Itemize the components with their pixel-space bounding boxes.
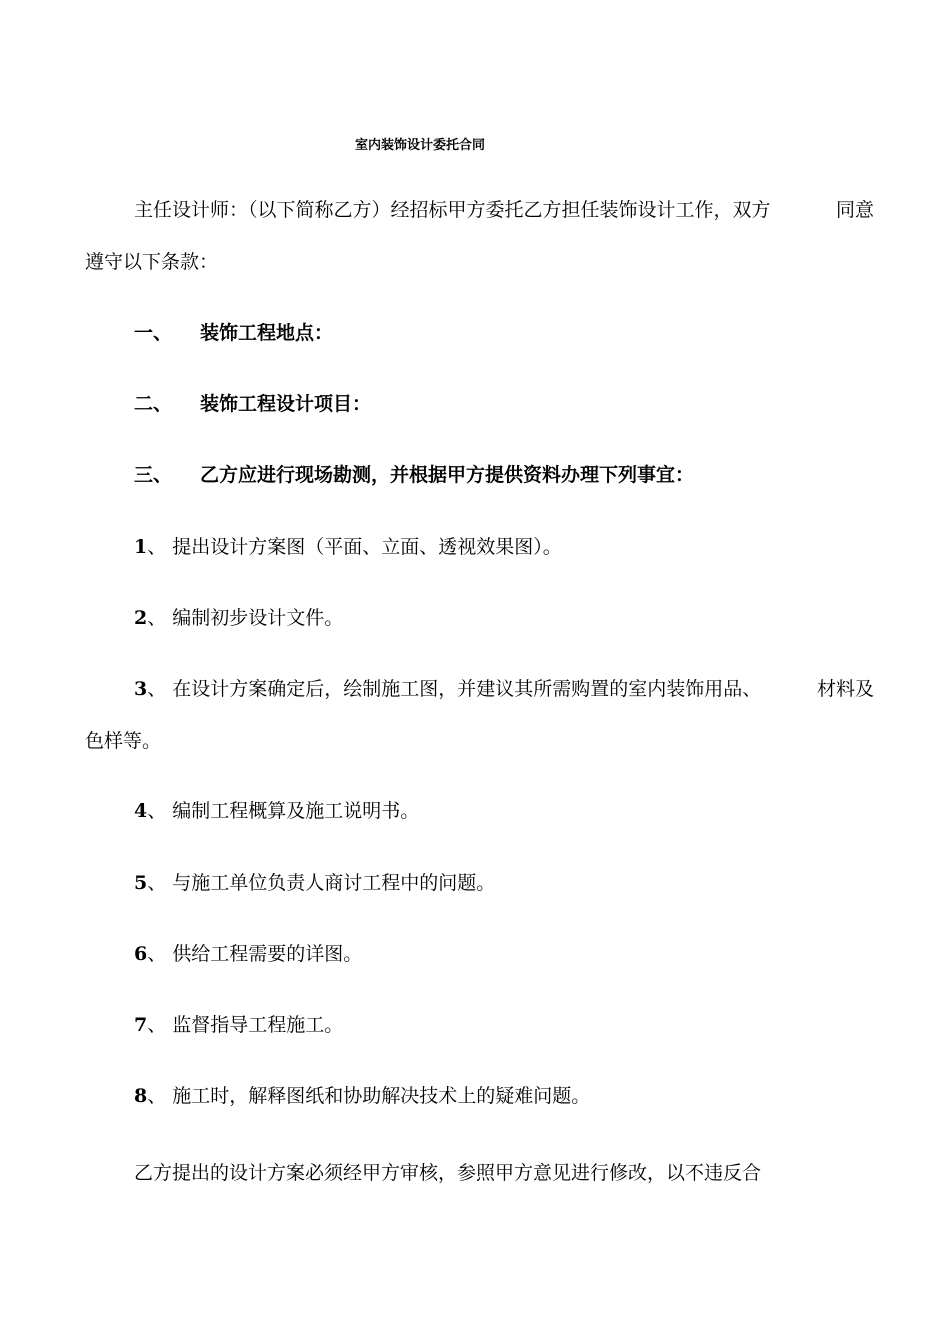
list-item-text: 、 施工时，解释图纸和协助解决技术上的疑难问题。 (147, 1085, 591, 1107)
intro-paragraph-line-2: 遵守以下条款： (85, 251, 219, 273)
list-item-number: 4 (134, 800, 148, 822)
list-item-8 (134, 1083, 590, 1109)
list-item-text: 、 编制工程概算及施工说明书。 (147, 800, 420, 822)
page-title: 室内装饰设计委托合同 (354, 138, 485, 153)
list-item-2 (134, 605, 343, 631)
closing-paragraph: 乙方提出的设计方案必须经甲方审核，参照甲方意见进行修改，以不违反合 (134, 1162, 762, 1184)
list-item-number: 8 (134, 1085, 148, 1107)
list-item-text: 、 在设计方案确定后，绘制施工图，并建议其所需购置的室内装饰用品、 (147, 678, 762, 700)
list-item-number: 1 (134, 536, 148, 558)
list-item-number: 7 (134, 1014, 148, 1036)
list-item-text: 、 与施工单位负责人商讨工程中的问题。 (147, 872, 496, 894)
section-number: 二、 (134, 393, 173, 415)
section-heading-3 (134, 462, 694, 488)
intro-text-end: 同意 (835, 199, 874, 221)
list-item-number: 2 (134, 607, 148, 629)
list-item-3-continuation: 色样等。 (85, 730, 162, 752)
list-item-number: 3 (134, 678, 148, 700)
list-item-number: 6 (134, 943, 148, 965)
list-item-text: 、 供给工程需要的详图。 (147, 943, 363, 965)
list-item-text-end: 材料及 (816, 678, 874, 700)
list-item-text: 、 监督指导工程施工。 (147, 1014, 344, 1036)
section-text: 乙方应进行现场勘测，并根据甲方提供资料办理下列事宜： (200, 464, 695, 486)
intro-paragraph-line-1 (134, 197, 874, 223)
section-text: 装饰工程设计项目： (200, 393, 372, 415)
list-item-3 (134, 676, 874, 702)
section-number: 一、 (134, 322, 173, 344)
section-text: 装饰工程地点： (200, 322, 334, 344)
intro-text: 主任设计师：（以下简称乙方）经招标甲方委托乙方担任装饰设计工作，双方 (134, 199, 771, 221)
list-item-text: 、 编制初步设计文件。 (147, 607, 344, 629)
list-item-7 (134, 1012, 343, 1038)
list-item-6 (134, 941, 362, 967)
list-item-text: 、 提出设计方案图（平面、立面、透视效果图）。 (147, 536, 562, 558)
list-item-5 (134, 870, 495, 896)
list-item-4 (134, 798, 419, 824)
list-item-1 (134, 534, 562, 560)
section-heading-1 (134, 320, 333, 346)
section-number: 三、 (134, 464, 173, 486)
section-heading-2 (134, 391, 371, 417)
list-item-number: 5 (134, 872, 148, 894)
